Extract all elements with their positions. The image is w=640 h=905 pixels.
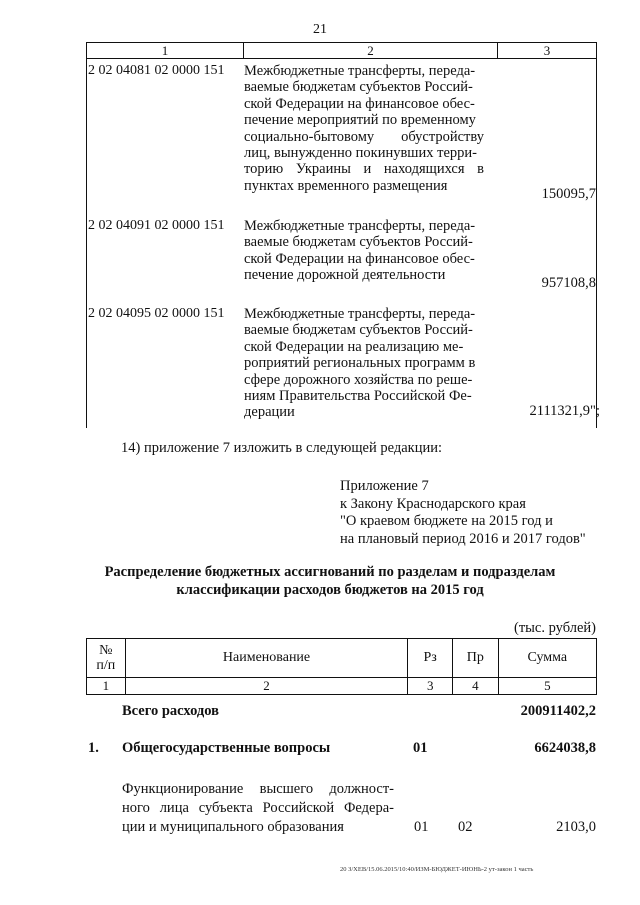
budget-code: 2 02 04095 02 0000 151 (88, 306, 225, 321)
appendix-block (340, 478, 586, 548)
desc-line: ниям Правительства Российской Фе- (244, 388, 472, 405)
total-label: Всего расходов (122, 703, 219, 719)
item-rz: 01 (414, 819, 429, 835)
desc-line: ваемые бюджетам субъектов Россий- (244, 79, 473, 96)
heading-line: классификации расходов бюджетов на 2015 год (176, 582, 484, 598)
desc-line: печение дорожной деятельности (244, 267, 446, 284)
top-table-header (86, 42, 597, 59)
section-number: 1. (88, 740, 99, 756)
section-heading (40, 563, 620, 599)
footer-note: 20 З/ХЕВ/15.06.2015/10:40/ИЗМ-БЮДЖЕТ-ИЮНЬ-2 ут-закон 1 часть (340, 866, 534, 873)
top-table-left-border (86, 58, 87, 428)
desc-line: ваемые бюджетам субъектов Россий- (244, 322, 473, 339)
header-num-sign: № (99, 643, 113, 658)
desc-line: ской Федерации на финансовое обес- (244, 250, 475, 267)
col-header-3: 3 (543, 43, 551, 58)
header-num-pp: п/п (96, 658, 116, 673)
page-number: 21 (313, 22, 327, 37)
header-rz: Рз (408, 639, 453, 678)
index-cell: 5 (498, 678, 596, 695)
item-description (122, 780, 394, 837)
desc-line: Межбюджетные трансферты, переда- (244, 63, 476, 79)
total-sum: 200911402,2 (520, 703, 596, 719)
row-description (244, 306, 484, 421)
desc-line: ской Федерации на реализацию ме- (244, 338, 464, 355)
section-label: Общегосударственные вопросы (122, 740, 331, 756)
row-sum: 957108,8 (541, 275, 596, 291)
appendix-line: на плановый период 2016 и 2017 годов" (340, 530, 586, 547)
index-cell: 1 (87, 678, 126, 695)
distribution-table-header (86, 638, 597, 695)
item-line: ного лица субъекта Российской Федера- (122, 800, 394, 816)
section-rz: 01 (413, 740, 428, 756)
desc-line: роприятий региональных программ в (244, 355, 476, 372)
header-pr: Пр (453, 639, 499, 678)
col-header-1: 1 (87, 43, 244, 58)
row-description (244, 63, 484, 194)
desc-line: сфере дорожного хозяйства по реше- (244, 371, 473, 388)
row-description (244, 218, 484, 284)
desc-line: социально-бытовому обустройству (244, 128, 484, 145)
row-sum: 150095,7 (541, 186, 596, 202)
desc-line: ской Федерации на финансовое обес- (244, 95, 475, 112)
appendix-line: Приложение 7 (340, 478, 429, 494)
heading-line: Распределение бюджетных ассигнований по разделам и подразделам (104, 564, 556, 580)
desc-line: торию Украины и находящихся в (244, 161, 484, 178)
item-line: ции и муниципального образования (122, 819, 344, 835)
desc-line: дерации (244, 404, 295, 421)
desc-line: печение мероприятий по временному (244, 112, 476, 129)
index-cell: 4 (453, 678, 499, 695)
item-pr: 02 (458, 819, 473, 835)
row-sum: 2111321,9"; (529, 403, 600, 419)
desc-line: Межбюджетные трансферты, переда- (244, 218, 476, 234)
header-name: Наименование (125, 639, 408, 678)
desc-line: ваемые бюджетам субъектов Россий- (244, 234, 473, 251)
appendix-line: "О краевом бюджете на 2015 год и (340, 513, 553, 529)
desc-line: лиц, вынужденно покинувших терри- (244, 145, 477, 162)
index-cell: 3 (408, 678, 453, 695)
budget-code: 2 02 04091 02 0000 151 (88, 218, 225, 233)
top-table-right-border (596, 58, 597, 428)
item-sum: 2103,0 (556, 819, 596, 835)
header-sum: Сумма (498, 639, 596, 678)
section-sum: 6624038,8 (534, 740, 596, 756)
desc-line: Межбюджетные трансферты, переда- (244, 306, 476, 322)
instruction-text: 14) приложение 7 изложить в следующей редакции: (121, 440, 443, 456)
index-cell: 2 (125, 678, 408, 695)
budget-code: 2 02 04081 02 0000 151 (88, 63, 225, 78)
desc-line: пунктах временного размещения (244, 177, 448, 194)
appendix-line: к Закону Краснодарского края (340, 495, 526, 512)
item-line: Функционирование высшего должност- (122, 781, 394, 797)
header-num (87, 639, 126, 678)
units-label: (тыс. рублей) (514, 620, 596, 636)
col-header-2: 2 (244, 43, 498, 58)
